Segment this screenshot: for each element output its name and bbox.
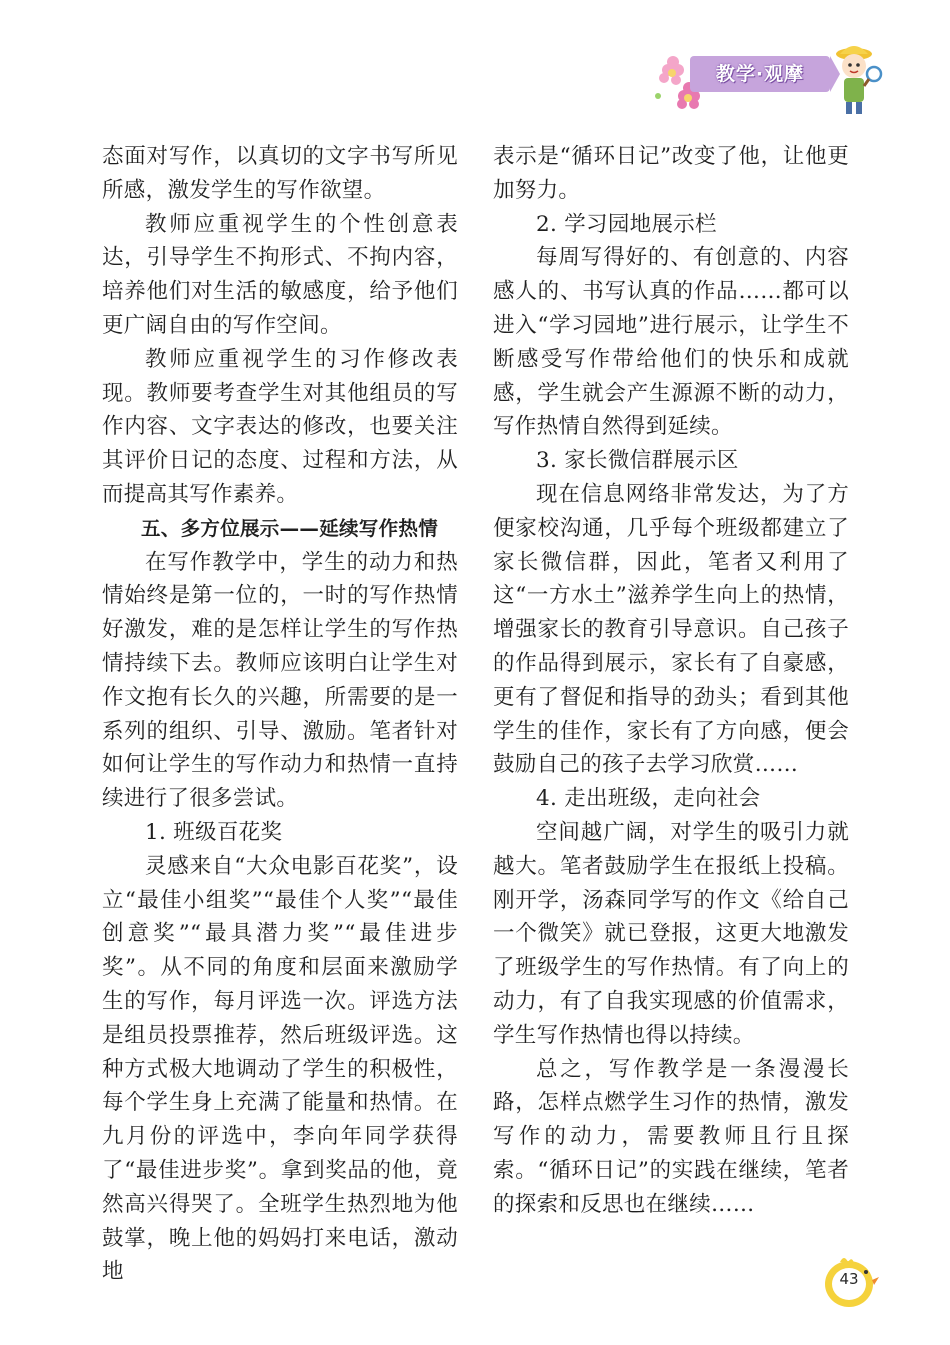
paragraph: 表示是“循环日记”改变了他，让他更加努力。 [493,144,849,203]
paragraph: 每周写得好的、有创意的、内容感人的、书写认真的作品……都可以进入“学习园地”进行展示，让学生不断感受写作带给他们的快乐和成就感，学生就会产生源源不断的动力，写作热情自然得到延续。 [493,245,849,440]
section-banner [676,50,838,100]
subheading: 1. 班级百花奖 [145,819,283,845]
paragraph: 总之，写作教学是一条漫漫长路，怎样点燃学生习作的热情，激发写作的动力，需要教师且行且探索。“循环日记”的实践在继续，笔者的探索和反思也在继续…… [493,1056,849,1217]
paragraph: 教师应重视学生的习作修改表现。教师要考查学生对其他组员的写作内容、文字表达的修改，也要关注其评价日记的态度、过程和方法，从而提高其写作素养。 [102,346,458,507]
paragraph: 教师应重视学生的个性创意表达，引导学生不拘形式、不拘内容，培养他们对生活的敏感度，给予他们更广阔自由的写作空间。 [102,211,458,338]
section-heading: 五、多方位展示——延续写作热情 [141,516,438,540]
left-column [102,140,458,1289]
section-label: 教学·观摩 [715,63,805,85]
explorer-mascot-icon [826,40,886,120]
paragraph: 现在信息网络非常发达，为了方便家校沟通，几乎每个班级都建立了家长微信群，因此，笔者又利用了这“一方水土”滋养学生向上的热情，增强家长的教育引导意识。自己孩子的作品得到展示，家长有了自豪感，更有了督促和指导的劲头；看到其他学生的佳作，家长有了方向感，便会鼓励自己的孩子去学习欣赏…… [493,481,849,778]
right-column [493,140,849,1222]
subheading: 3. 家长微信群展示区 [536,448,739,474]
paragraph: 在写作教学中，学生的动力和热情始终是第一位的，一时的写作热情好激发，难的是怎样让学生的写作热情持续下去。教师应该明白让学生对作文抱有长久的兴趣，所需要的是一系列的组织、引导、激励。笔者针对如何让学生的写作动力和热情一直持续进行了很多尝试。 [102,549,458,812]
subheading: 2. 学习园地展示栏 [536,211,717,237]
page-number: 43 [839,1270,859,1288]
subheading: 4. 走出班级，走向社会 [536,786,761,812]
paragraph: 态面对写作，以真切的文字书写所见所感，激发学生的写作欲望。 [102,144,458,203]
paragraph: 灵感来自“大众电影百花奖”，设立“最佳小组奖”“最佳个人奖”“最佳创意奖”“最具潜力奖”“最佳进步奖”。从不同的角度和层面来激励学生的写作，每月评选一次。评选方法是组员投票推荐，然后班级评选。这种方式极大地调动了学生的积极性，每个学生身上充满了能量和热情。在九月份的评选中，李向年同学获得了“最佳进步奖”。拿到奖品的他，竟然高兴得哭了。全班学生热烈地为他鼓掌，晚上他的妈妈打来电话，激动地 [102,853,458,1285]
paragraph: 空间越广阔，对学生的吸引力就越大。笔者鼓励学生在报纸上投稿。刚开学，汤森同学写的作文《给自己一个微笑》就已登报，这更大地激发了班级学生的写作热情。有了向上的动力，有了自我实现感的价值需求，学生写作热情也得以持续。 [493,819,849,1048]
banner-ribbon [690,56,830,92]
